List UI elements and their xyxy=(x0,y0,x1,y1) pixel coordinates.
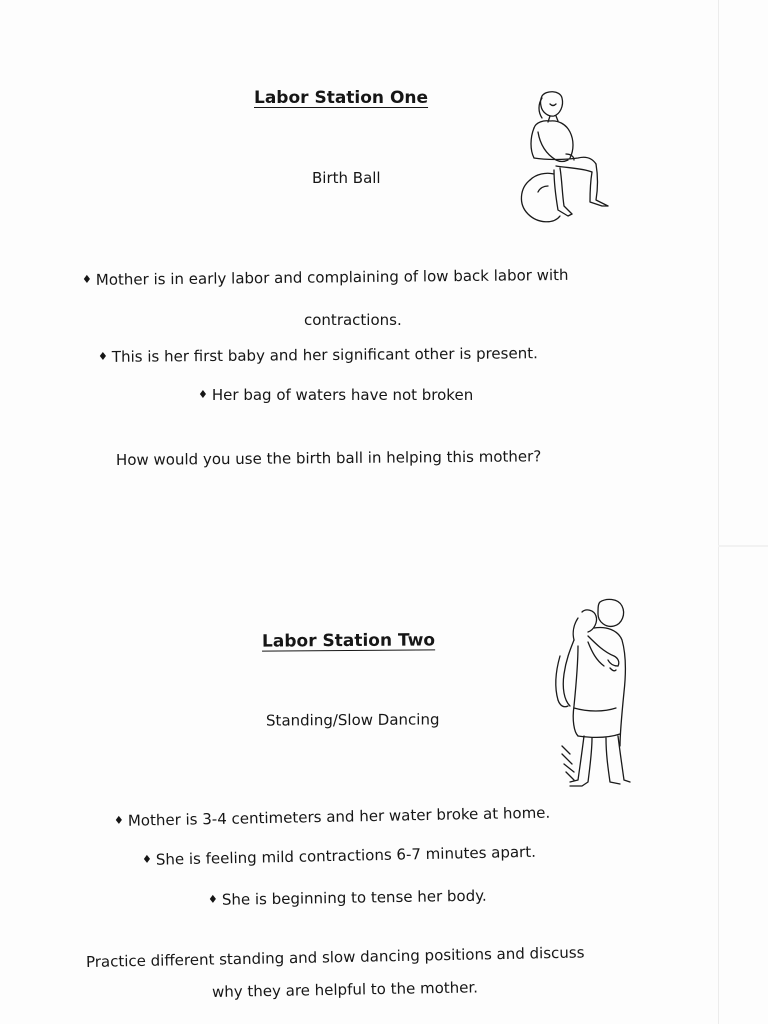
station-one-title: Labor Station One xyxy=(254,88,429,108)
station-one-bullet-1-continued: contractions. xyxy=(304,311,402,329)
bullet-diamond-icon: ♦ xyxy=(113,813,124,827)
bullet-diamond-icon: ♦ xyxy=(97,349,108,363)
station-two-title: Labor Station Two xyxy=(261,630,436,652)
bullet-diamond-icon: ♦ xyxy=(198,388,208,401)
couple-slow-dancing-icon xyxy=(548,596,638,792)
station-two-subtitle: Standing/Slow Dancing xyxy=(265,710,440,730)
station-two-bullet-1: ♦ Mother is 3-4 centimeters and her water broke at home. xyxy=(113,803,551,830)
bullet-diamond-icon: ♦ xyxy=(141,852,152,866)
station-one-bullet-1: ♦ Mother is in early labor and complaining of low back labor with xyxy=(81,265,569,289)
station-one-bullet-3: ♦ Her bag of waters have not broken xyxy=(198,386,474,404)
sheet-divider xyxy=(718,545,768,547)
station-two-bullet-2: ♦ She is feeling mild contractions 6-7 minutes apart. xyxy=(141,842,537,869)
station-two-question-line-2: why they are helpful to the mother. xyxy=(211,978,479,1001)
bullet-diamond-icon: ♦ xyxy=(207,892,218,906)
station-one-question: How would you use the birth ball in helping this mother? xyxy=(115,447,542,469)
station-one-subtitle: Birth Ball xyxy=(312,169,381,187)
woman-sitting-on-birth-ball-icon xyxy=(516,88,616,228)
station-two-bullet-3: ♦ She is beginning to tense her body. xyxy=(207,886,487,909)
station-one-bullet-2: ♦ This is her first baby and her significant other is present. xyxy=(97,344,538,366)
station-two-question-line-1: Practice different standing and slow dancing positions and discuss xyxy=(85,943,585,971)
page-edge-line xyxy=(718,0,719,1024)
bullet-diamond-icon: ♦ xyxy=(81,272,92,286)
